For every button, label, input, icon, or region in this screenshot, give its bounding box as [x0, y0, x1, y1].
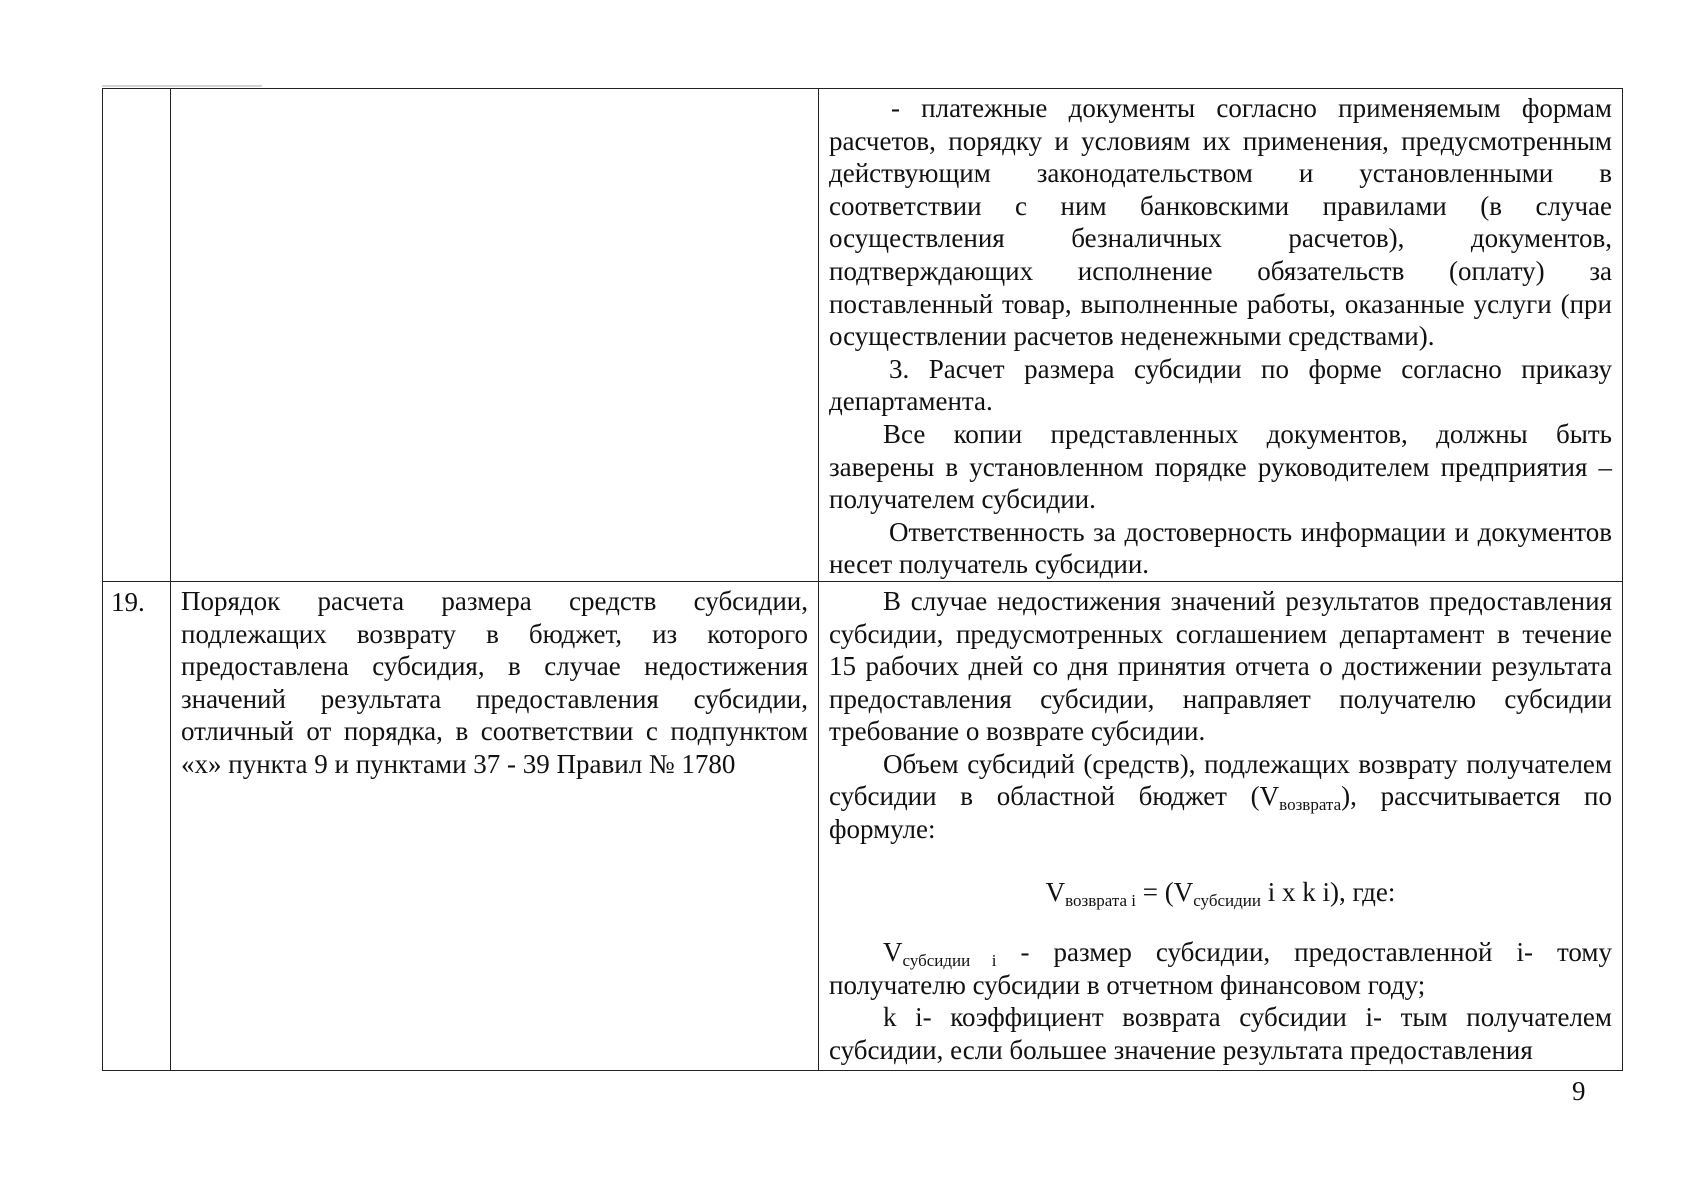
table-row [103, 89, 1623, 582]
paragraph: 3. Расчет размера субсидии по форме согласно приказу департамента. [829, 353, 1612, 417]
paragraph: Все копии представленных документов, должны быть заверены в установленном порядке руководителем предприятия – получателем субсидии. [829, 418, 1612, 515]
scan-artifact-line [102, 85, 262, 87]
document-table [102, 88, 1623, 1071]
row-number-cell [103, 581, 171, 1070]
definition: k i- коэффициент возврата субсидии i- тым получателем субсидии, если большее значение результата предоставления [829, 1002, 1612, 1066]
row-number-cell [103, 89, 171, 582]
table-row [103, 581, 1623, 1070]
row-number: 19. [111, 586, 145, 617]
paragraph: - платежные документы согласно применяемым формам расчетов, порядку и условиям их применения, предусмотренным действующим законодательством и установленными в соответствии с ним банковскими правилами (в случае осуществления безналичных расчетов), документов, подтверждающих исполнение обязательств (оплату) за поставленный товар, выполненные работы, оказанные услуги (при осуществлении расчетов неденежными средствами). [829, 93, 1612, 352]
row-description-cell [171, 581, 819, 1070]
definition: $V_{субсидии i}$ - размер субсидии, предоставленной i- тому получателю субсидии в отчетном финансовом году; [829, 937, 1612, 1000]
paragraph: Ответственность за достоверность информации и документов несет получатель субсидии. [829, 516, 1612, 580]
row-description: Порядок расчета размера средств субсидии, подлежащих возврату в бюджет, из которого предоставлена субсидия, в случае недостижения значений результата предоставления субсидии, отличный от порядка, в соответствии с подпунктом «х» пункта 9 и пунктами 37 - 39 Правил № 1780 [181, 585, 808, 779]
formula: $V_{возврата i} = (V_{субсидии}$ i x k i), где: [1045, 876, 1396, 910]
row-description-cell [171, 89, 819, 582]
paragraph: Объем субсидий (средств), подлежащих возврату получателем субсидии в областной бюджет $(V_{возврата})$, рассчитывается по формуле: [829, 748, 1612, 845]
row-content-cell [819, 581, 1623, 1070]
row-content-cell [819, 89, 1623, 582]
paragraph: В случае недостижения значений результатов предоставления субсидии, предусмотренных соглашением департамент в течение 15 рабочих дней со дня принятия отчета о достижении результата предоставления субсидии, направляет получателю субсидии требование о возврате субсидии. [829, 585, 1612, 747]
page-number: 9 [1572, 1076, 1586, 1106]
